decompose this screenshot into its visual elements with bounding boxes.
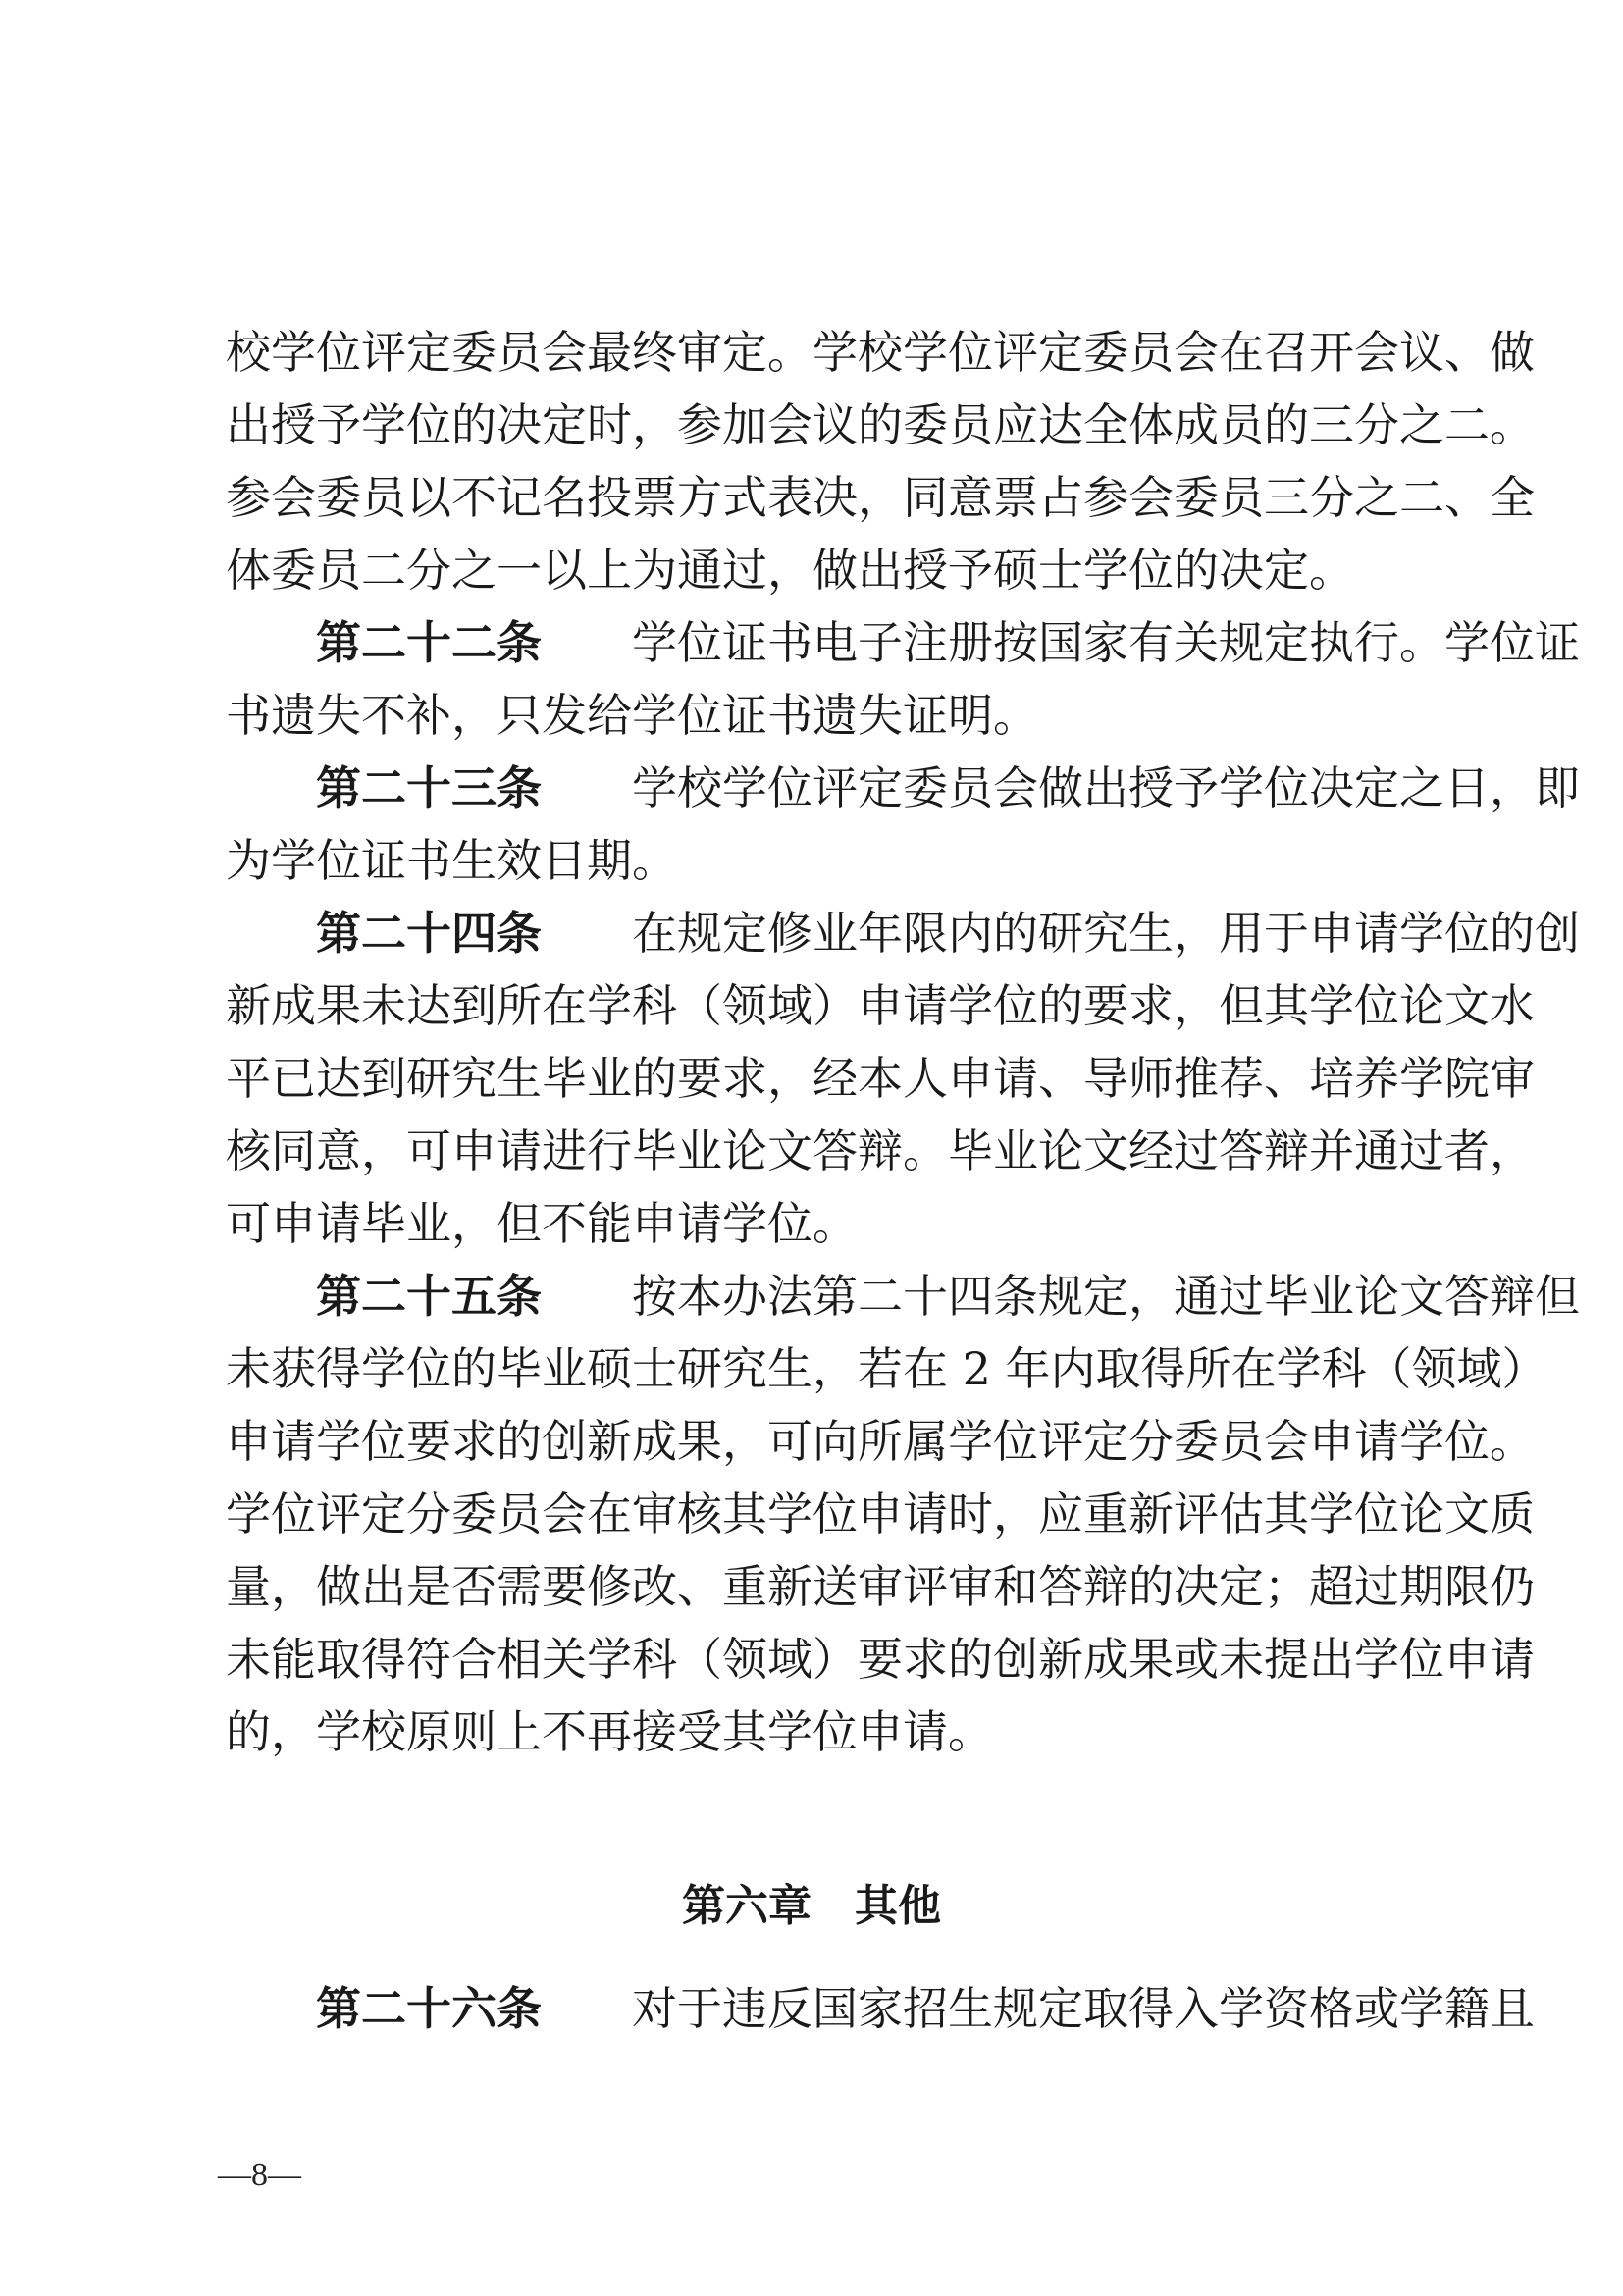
text-line: 可申请毕业，但不能申请学位。	[226, 1197, 858, 1250]
article-label: 第二十四条	[316, 907, 542, 960]
text-line: 的，学校原则上不再接受其学位申请。	[226, 1705, 993, 1758]
text-line: 未能取得符合相关学科（领域）要求的创新成果或未提出学位申请	[226, 1633, 1535, 1686]
article-label: 第二十三条	[316, 761, 542, 814]
article-24	[226, 897, 1580, 1260]
page-number: —8—	[218, 2157, 301, 2193]
text-line: 量，做出是否需要修改、重新送审评审和答辩的决定；超过期限仍	[226, 1560, 1535, 1613]
text-line: 新成果未达到所在学科（领域）申请学位的要求，但其学位论文水	[226, 979, 1535, 1032]
continuation-paragraph	[226, 316, 1535, 606]
text-line: 未获得学位的毕业硕士研究生，若在 2 年内取得所在学科（领域）	[226, 1342, 1547, 1395]
text-line: 为学位证书生效日期。	[226, 834, 677, 887]
article-label: 第二十六条	[316, 1982, 542, 2035]
article-text: 学位证书电子注册按国家有关规定执行。学位证	[632, 616, 1580, 669]
text-line: 申请学位要求的创新成果，可向所属学位评定分委员会申请学位。	[226, 1415, 1535, 1468]
article-first-line	[226, 1260, 1580, 1332]
text-line: 出授予学位的决定时，参加会议的委员应达全体成员的三分之二。	[226, 398, 1535, 451]
text-line: 书遗失不补，只发给学位证书遗失证明。	[226, 689, 1038, 742]
text-line: 核同意，可申请进行毕业论文答辩。毕业论文经过答辩并通过者，	[226, 1124, 1535, 1177]
text-line: 校学位评定委员会最终审定。学校学位评定委员会在召开会议、做	[226, 326, 1535, 379]
article-25	[226, 1260, 1580, 1768]
document-body	[226, 316, 1580, 1768]
article-label: 第二十五条	[316, 1270, 542, 1323]
article-label: 第二十二条	[316, 616, 542, 669]
text-line: 平已达到研究生毕业的要求，经本人申请、导师推荐、培养学院审	[226, 1052, 1535, 1105]
text-line: 学位评定分委员会在审核其学位申请时，应重新评估其学位论文质	[226, 1487, 1535, 1540]
article-first-line	[226, 752, 1580, 824]
text-line: 体委员二分之一以上为通过，做出授予硕士学位的决定。	[226, 544, 1354, 597]
article-22	[226, 606, 1580, 752]
article-26	[226, 1972, 1535, 2045]
article-text: 按本办法第二十四条规定，通过毕业论文答辩但	[632, 1270, 1580, 1323]
article-text: 在规定修业年限内的研究生，用于申请学位的创	[632, 907, 1580, 960]
article-first-line	[226, 1972, 1535, 2045]
text-line: 参会委员以不记名投票方式表决，同意票占参会委员三分之二、全	[226, 471, 1535, 524]
article-first-line	[226, 606, 1580, 679]
article-first-line	[226, 897, 1580, 969]
article-text: 学校学位评定委员会做出授予学位决定之日，即	[632, 761, 1580, 814]
chapter-title: 第六章 其他	[682, 1881, 941, 1931]
article-23	[226, 752, 1580, 897]
article-text: 对于违反国家招生规定取得入学资格或学籍且	[632, 1982, 1535, 2035]
